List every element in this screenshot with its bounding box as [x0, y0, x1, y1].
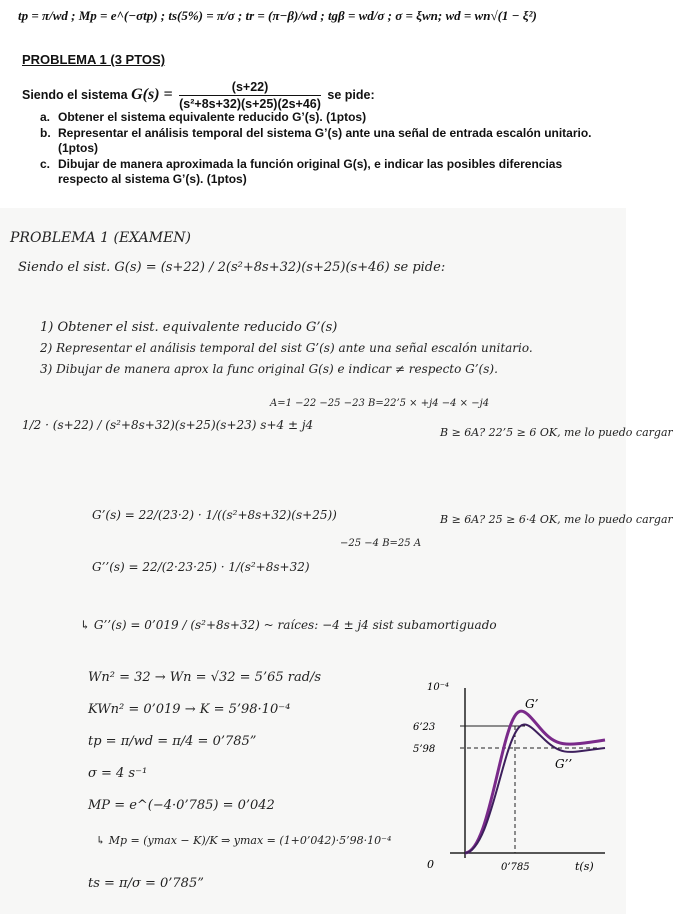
root-locus-1: A=1 −22 −25 −23 B=22’5 × +j4 −4 × −j4	[270, 398, 490, 409]
problem-intro	[22, 80, 375, 111]
step-response-sketch	[405, 668, 615, 878]
step-1: 1/2 · (s+22) / (s²+8s+32)(s+25)(s+23) s+4 ± j4	[22, 418, 314, 432]
root-locus-2: −25 −4 B=25 A	[340, 538, 422, 549]
exam-statement	[0, 0, 626, 200]
problem-items	[40, 110, 600, 188]
x-origin-label: 0	[427, 858, 434, 871]
step-2: G’(s) = 22/(23·2) · 1/((s²+8s+32)(s+25))	[92, 508, 337, 522]
handwritten-line-4: 3) Dibujar de manera aprox la func original G(s) e indicar ≠ respecto G’(s).	[40, 362, 498, 376]
calc-line: MP = e^(−4·0’785) = 0’042	[88, 798, 275, 813]
note-1: B ≥ 6A? 22’5 ≥ 6 OK, me lo puedo cargar	[440, 426, 673, 439]
calc-line: KWn² = 0’019 → K = 5’98·10⁻⁴	[88, 702, 291, 717]
curve-g-prime	[465, 711, 605, 853]
formula-line: tp = π/wd ; Mp = e^(−σtp) ; ts(5%) = π/σ ; tr = (π−β)/wd ; tgβ = wd/σ ; σ = ξwn; wd = wn√(1 − ξ²)	[18, 8, 537, 23]
intro-prefix: Siendo el sistema	[22, 87, 128, 102]
x-axis-label: t(s)	[575, 860, 594, 873]
problem-item-c: c. Dibujar de manera aproximada la función original G(s), e indicar las posibles diferencias respecto al sistema G’(s). (1ptos)	[40, 156, 563, 186]
step-4: ↳ G’’(s) = 0’019 / (s²+8s+32) ~ raíces: −4 ± j4 sist subamortiguado	[80, 618, 497, 632]
step-3: G’’(s) = 22/(2·23·25) · 1/(s²+8s+32)	[92, 560, 310, 574]
intro-suffix: se pide:	[327, 87, 375, 102]
tf-denominator: (s²+8s+32)(s+25)(2s+46)	[179, 97, 321, 111]
calc-line: ↳ Mp = (ymax − K)/K ⇒ ymax = (1+0’042)·5’98·10⁻⁴	[96, 834, 392, 847]
transfer-function	[179, 80, 321, 111]
handwritten-line-3: 2) Representar el análisis temporal del sist G’(s) ante una señal escalón unitario.	[40, 341, 533, 355]
problem-item-a: a. Obtener el sistema equivalente reducido G’(s). (1ptos)	[40, 110, 367, 124]
curve-1-label: G’	[525, 697, 539, 711]
handwritten-title: PROBLEMA 1 (EXAMEN)	[10, 230, 192, 246]
y-tick-label: 6’23	[413, 722, 436, 733]
note-2: B ≥ 6A? 25 ≥ 6·4 OK, me lo puedo cargar	[440, 513, 673, 526]
y-tick-label: 5’98	[413, 744, 436, 755]
calc-line: Wn² = 32 → Wn = √32 = 5’65 rad/s	[88, 670, 322, 685]
x-tick-label: 0’785	[501, 862, 530, 873]
handwritten-line-2: 1) Obtener el sist. equivalente reducido G’(s)	[40, 320, 338, 335]
y-unit-label: 10⁻⁴	[427, 682, 450, 693]
curve-2-label: G’’	[555, 757, 573, 771]
handwritten-solution	[0, 208, 673, 914]
transfer-function-label: G(s) =	[131, 85, 173, 103]
calc-line: ts = π/σ = 0’785”	[88, 876, 204, 891]
problem-item-b: b. Representar el análisis temporal del sistema G’(s) ante una señal de entrada escalón unitario. (1ptos)	[40, 125, 592, 155]
handwritten-line-1: Siendo el sist. G(s) = (s+22) / 2(s²+8s+32)(s+25)(s+46) se pide:	[18, 260, 446, 275]
calc-line: σ = 4 s⁻¹	[88, 766, 148, 781]
calc-line: tp = π/wd = π/4 = 0’785”	[88, 734, 257, 749]
problem-title: PROBLEMA 1 (3 PTOS)	[22, 52, 166, 67]
tf-numerator: (s+22)	[179, 80, 321, 96]
